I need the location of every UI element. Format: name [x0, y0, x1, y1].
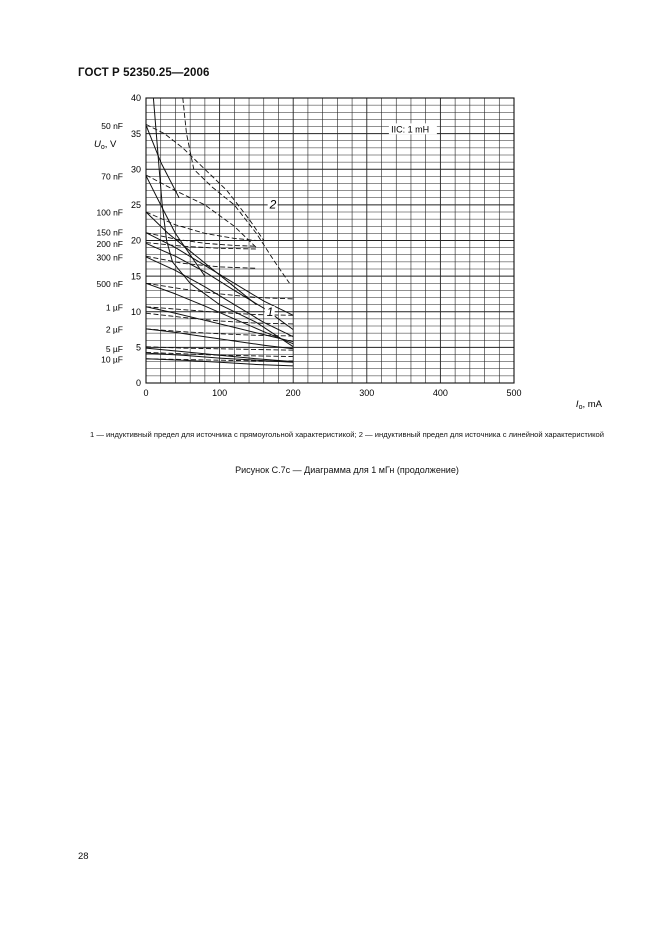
- capacitance-label: 70 nF: [101, 171, 123, 182]
- chart-y-axis-label: [94, 139, 117, 151]
- x-tick-label: 200: [285, 388, 301, 398]
- x-tick-label: 100: [212, 388, 228, 398]
- y-tick-label: 0: [135, 378, 141, 389]
- x-tick-label: 400: [432, 388, 448, 398]
- y-tick-label: 10: [130, 306, 141, 317]
- y-tick-label: 25: [130, 200, 141, 211]
- series-line-14: [146, 256, 256, 268]
- chart-capacitance-labels: [97, 121, 123, 365]
- y-tick-label: 30: [130, 164, 141, 175]
- chart-annotations: [94, 120, 603, 411]
- curve-label: 1: [266, 305, 274, 320]
- document-header: ГОСТ Р 52350.25—2006: [78, 67, 210, 79]
- y-axis-label-main: U: [94, 139, 101, 150]
- x-axis-label-sub: o: [578, 404, 583, 411]
- y-tick-label: 15: [130, 271, 141, 282]
- y-tick-label: 20: [130, 235, 141, 246]
- y-tick-label: 35: [130, 128, 141, 139]
- series-line-3: [146, 125, 179, 198]
- capacitance-label: 10 µF: [101, 354, 123, 365]
- x-tick-label: 500: [506, 388, 522, 398]
- capacitance-label: 100 nF: [96, 207, 123, 218]
- capacitance-label: 2 µF: [105, 324, 123, 335]
- capacitance-label: 500 nF: [96, 278, 123, 289]
- y-tick-label: 40: [130, 93, 141, 104]
- capacitance-label: 5 µF: [105, 343, 123, 354]
- figure-legend-note: 1 — индуктивный предел для источника с прямоугольной характеристикой; 2 — индуктивный предел для источника с линейной характеристикой: [90, 430, 604, 439]
- y-axis-label-sub: o: [100, 144, 105, 151]
- chart-x-axis-label: [576, 399, 603, 411]
- x-tick-label: 300: [359, 388, 375, 398]
- y-tick-label: 5: [135, 342, 141, 353]
- chart: [0, 0, 661, 420]
- y-axis-label-unit: , V: [104, 139, 117, 150]
- x-axis-label-unit: , mA: [582, 399, 602, 410]
- capacitance-label: 150 nF: [96, 227, 123, 238]
- capacitance-label: 300 nF: [96, 252, 123, 263]
- figure-caption: Рисунок С.7с — Диаграмма для 1 мГн (продолжение): [235, 465, 459, 475]
- x-axis-label-main: I: [575, 399, 579, 410]
- curve-label: 2: [269, 197, 277, 212]
- capacitance-label: 1 µF: [105, 302, 123, 313]
- capacitance-label: 200 nF: [96, 239, 123, 250]
- x-tick-label: 0: [143, 388, 149, 398]
- page-number: 28: [78, 851, 89, 862]
- chart-annotation: IIC: 1 mH: [391, 124, 430, 135]
- capacitance-label: 50 nF: [101, 120, 123, 131]
